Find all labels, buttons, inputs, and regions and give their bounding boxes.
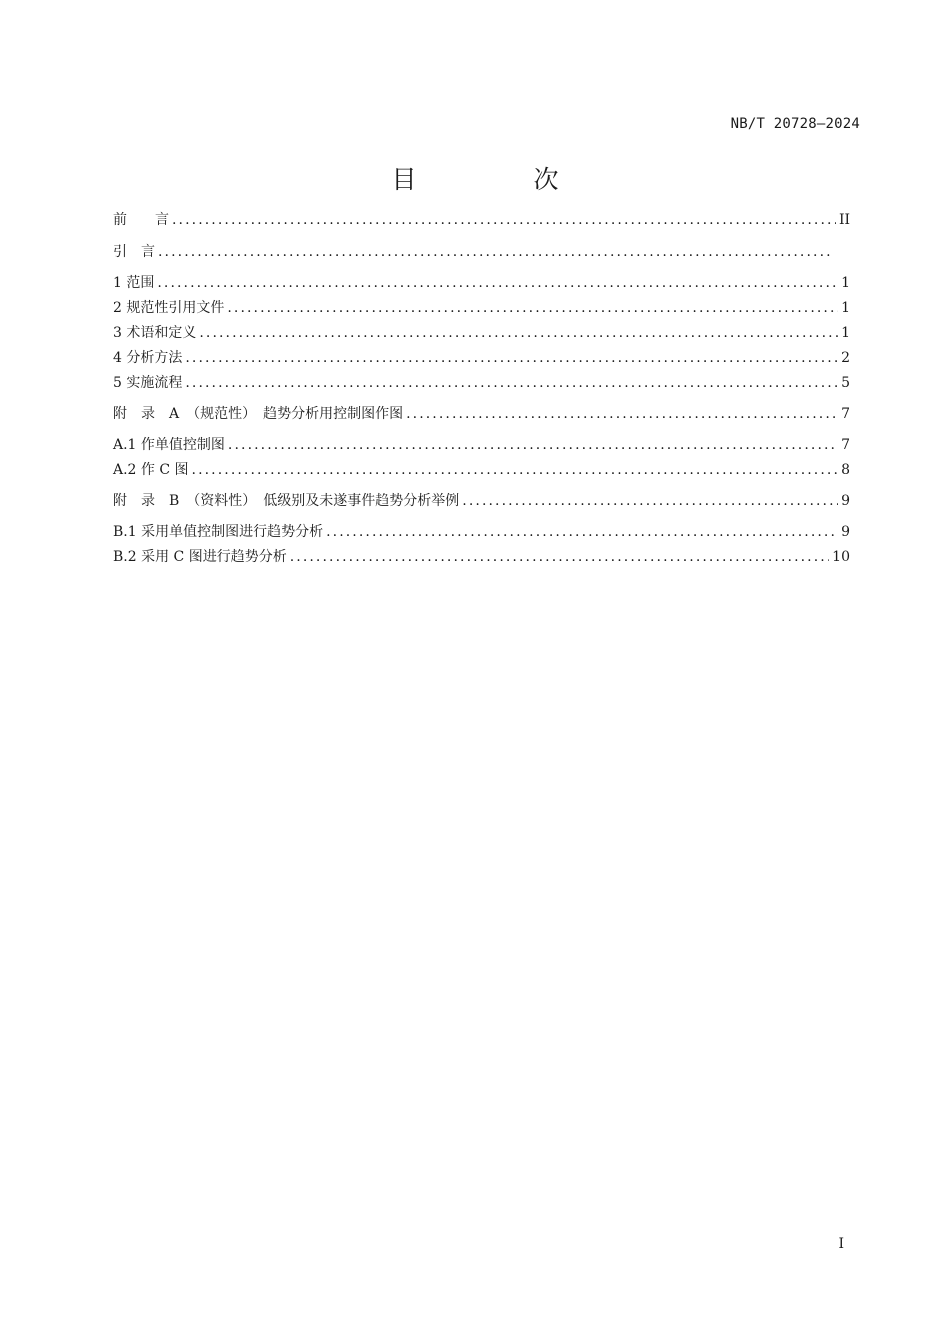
toc-entry-implementation-process[interactable] (113, 373, 850, 393)
toc-leader-dots (185, 373, 838, 393)
toc-leader-dots (185, 348, 838, 368)
toc-leader-dots (406, 404, 838, 424)
toc-entry-introduction[interactable] (113, 242, 843, 262)
toc-leader-dots (228, 435, 838, 455)
toc-leader-dots (462, 491, 838, 511)
toc-leader-dots (290, 547, 829, 567)
toc-entry-terms-definitions[interactable] (113, 323, 850, 343)
toc-entry-annex-a-1[interactable] (113, 435, 850, 455)
toc-entry-label: 引 言 (113, 244, 155, 260)
toc-entry-page: 9 (841, 524, 850, 540)
toc-entry-page: 1 (841, 300, 850, 316)
toc-leader-dots (227, 298, 838, 318)
toc-entry-label: 附 录 B （资料性） 低级别及未遂事件趋势分析举例 (113, 493, 460, 509)
toc-entry-page: II (838, 212, 850, 228)
toc-entry-annex-a-2[interactable] (113, 460, 850, 480)
toc-entry-page: 10 (832, 549, 850, 565)
toc-entry-label: B.2 采用 C 图进行趋势分析 (113, 549, 287, 565)
toc-entry-annex-b-2[interactable] (113, 547, 850, 567)
toc-entry-annex-a[interactable] (113, 404, 850, 424)
toc-entry-scope[interactable] (113, 273, 850, 293)
toc-entry-page: 1 (841, 325, 850, 341)
toc-entry-label: 附 录 A （规范性） 趋势分析用控制图作图 (113, 406, 404, 422)
toc-entry-page: 8 (841, 462, 850, 478)
toc-leader-dots (157, 273, 838, 293)
standard-number: NB/T 20728—2024 (730, 116, 860, 132)
toc-entry-label: 2 规范性引用文件 (113, 300, 225, 316)
toc-entry-annex-b[interactable] (113, 491, 850, 511)
toc-entry-label: 5 实施流程 (113, 375, 183, 391)
toc-entry-foreword[interactable] (113, 210, 850, 230)
toc-leader-dots (192, 460, 839, 480)
toc-entry-normative-references[interactable] (113, 298, 850, 318)
toc-leader-dots (326, 522, 838, 542)
toc-entry-page: 2 (841, 350, 850, 366)
toc-entry-label: 3 术语和定义 (113, 325, 197, 341)
toc-entry-page: 7 (841, 437, 850, 453)
toc-entry-label: 4 分析方法 (113, 350, 183, 366)
page-number: I (838, 1236, 844, 1252)
toc-leader-dots (172, 210, 836, 230)
toc-entry-label: 1 范围 (113, 275, 155, 291)
toc-entry-page: 1 (841, 275, 850, 291)
toc-entry-page: 7 (841, 406, 850, 422)
toc-entry-annex-b-1[interactable] (113, 522, 850, 542)
toc-entry-page: 9 (841, 493, 850, 509)
toc-entry-page: 5 (841, 375, 850, 391)
toc-entry-label: 前 言 (113, 212, 169, 228)
toc-entry-label: A.2 作 C 图 (113, 462, 189, 478)
toc-leader-dots (158, 242, 832, 262)
toc-entry-label: A.1 作单值控制图 (113, 437, 225, 453)
toc-entry-analysis-methods[interactable] (113, 348, 850, 368)
toc-leader-dots (199, 323, 838, 343)
toc-title: 目 次 (391, 165, 605, 194)
toc-entry-label: B.1 采用单值控制图进行趋势分析 (113, 524, 324, 540)
